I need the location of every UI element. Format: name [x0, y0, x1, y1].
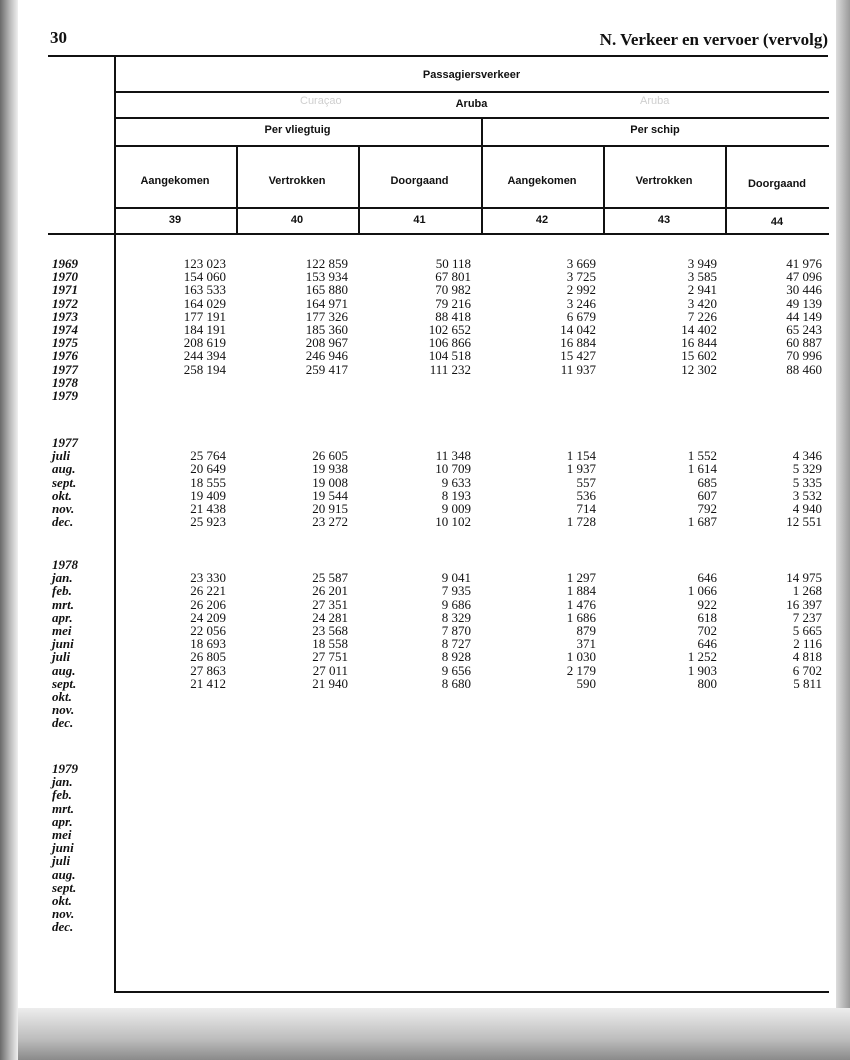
table-cell: 9 633 — [441, 474, 471, 490]
row-label: 1974 — [52, 321, 78, 337]
table-cell: 2 116 — [793, 636, 822, 652]
table-cell: 30 446 — [786, 282, 822, 298]
table-cell: 792 — [697, 500, 717, 516]
table-cell: 9 686 — [441, 596, 471, 612]
data-column-1 — [190, 558, 226, 690]
table-cell: 41 976 — [786, 256, 822, 271]
table-cell: 47 096 — [786, 269, 822, 285]
table-cell: 22 056 — [190, 622, 226, 638]
table-cell: 1 614 — [687, 461, 717, 477]
data-column-5 — [688, 558, 717, 690]
table-cell: 23 568 — [312, 622, 348, 638]
table-cell: 10 709 — [435, 461, 471, 477]
table-cell: 104 518 — [428, 348, 471, 364]
table-cell: 8 193 — [441, 487, 471, 503]
table-cell: 49 139 — [786, 295, 822, 311]
table-cell: 165 880 — [305, 282, 348, 298]
table-cell: 164 971 — [305, 295, 348, 311]
row-label: feb. — [52, 583, 72, 599]
row-label: 1973 — [52, 308, 78, 324]
header-rule — [114, 117, 829, 119]
table-bottom-rule — [114, 991, 829, 993]
table-cell: 646 — [697, 636, 717, 652]
table-cell: 24 281 — [312, 609, 348, 625]
table-cell: 164 029 — [183, 295, 226, 311]
row-label: juni — [52, 636, 74, 652]
row-label: juli — [52, 649, 71, 665]
table-cell: 16 844 — [681, 335, 717, 351]
table-cell: 208 967 — [305, 335, 348, 351]
table-cell: 7 237 — [792, 609, 822, 625]
table-cell: 4 940 — [792, 500, 822, 516]
row-label: dec. — [52, 514, 74, 530]
table-cell: 177 191 — [183, 308, 226, 324]
table-cell: 25 587 — [312, 570, 348, 586]
row-label: 1979 — [52, 387, 78, 403]
data-column-3 — [429, 257, 471, 376]
table-cell: 2 992 — [566, 282, 596, 298]
table-cell: 25 764 — [190, 448, 226, 464]
table-cell: 557 — [576, 474, 596, 490]
table-cell: 9 656 — [441, 662, 471, 678]
table-cell: 590 — [576, 675, 596, 691]
table-cell: 185 360 — [305, 321, 348, 337]
table-cell: 2 179 — [566, 662, 596, 678]
table-cell: 1 937 — [566, 461, 596, 477]
table-cell: 646 — [697, 570, 717, 586]
page-binding-shadow — [0, 0, 18, 1060]
table-cell: 20 649 — [190, 461, 226, 477]
row-label: sept. — [52, 879, 77, 895]
row-label: 1970 — [52, 269, 78, 285]
table-cell: 163 533 — [183, 282, 226, 298]
column-header: Doorgaand — [390, 175, 449, 187]
table-cell: 14 975 — [786, 570, 822, 586]
table-cell: 111 232 — [429, 361, 471, 377]
table-cell: 123 023 — [183, 256, 226, 271]
table-cell: 27 351 — [312, 596, 348, 612]
table-cell: 8 680 — [441, 675, 471, 691]
header-rule — [48, 233, 829, 235]
row-label: apr. — [52, 813, 73, 829]
table-cell: 184 191 — [183, 321, 226, 337]
row-label: 1975 — [52, 335, 78, 351]
table-cell: 6 679 — [566, 308, 596, 324]
table-cell: 177 326 — [305, 308, 348, 324]
column-number: 42 — [535, 214, 549, 226]
table-cell: 26 221 — [190, 583, 226, 599]
page-right-edge — [836, 0, 850, 1060]
row-label: juni — [52, 840, 74, 856]
table-cell: 122 859 — [305, 256, 348, 271]
table-cell: 5 665 — [792, 622, 822, 638]
table-cell: 11 348 — [435, 448, 471, 464]
show-through-text: Aruba — [640, 95, 670, 107]
table-cell: 3 669 — [566, 256, 596, 271]
row-label: okt. — [52, 487, 72, 503]
row-label: nov. — [52, 702, 75, 718]
column-number: 43 — [657, 214, 671, 226]
table-cell: 26 805 — [190, 649, 226, 665]
row-label: juli — [52, 448, 71, 464]
table-cell: 153 934 — [305, 269, 348, 285]
table-cell: 70 982 — [435, 282, 471, 298]
data-column-4 — [567, 436, 596, 528]
header-passagiersverkeer: Passagiersverkeer — [422, 69, 521, 81]
table-cell: 7 870 — [441, 622, 471, 638]
column-header: Doorgaand — [747, 178, 807, 190]
row-label: dec. — [52, 715, 74, 731]
row-label: okt. — [52, 688, 72, 704]
data-column-6 — [786, 436, 822, 528]
table-cell: 800 — [697, 675, 717, 691]
table-cell: 65 243 — [786, 321, 822, 337]
table-cell: 79 216 — [435, 295, 471, 311]
column-number: 44 — [770, 216, 784, 228]
table-cell: 607 — [697, 487, 717, 503]
table-cell: 102 652 — [428, 321, 471, 337]
data-column-2 — [312, 558, 348, 690]
row-label: mrt. — [52, 800, 75, 816]
header-rule — [114, 145, 829, 147]
page-bottom-edge — [18, 1008, 850, 1060]
row-label: 1969 — [52, 256, 78, 271]
row-label: apr. — [52, 609, 73, 625]
table-cell: 88 418 — [435, 308, 471, 324]
table-cell: 922 — [697, 596, 717, 612]
table-cell: 702 — [697, 622, 717, 638]
data-column-3 — [435, 436, 471, 528]
table-cell: 19 938 — [312, 461, 348, 477]
data-column-6 — [786, 558, 822, 690]
data-column-1 — [190, 436, 226, 528]
table-cell: 15 602 — [681, 348, 717, 364]
table-cell: 26 206 — [190, 596, 226, 612]
table-cell: 24 209 — [190, 609, 226, 625]
column-number: 40 — [290, 214, 304, 226]
table-cell: 27 863 — [190, 662, 226, 678]
table-cell: 154 060 — [183, 269, 226, 285]
table-cell: 19 544 — [312, 487, 348, 503]
data-column-1 — [184, 257, 226, 376]
table-cell: 10 102 — [435, 514, 471, 530]
column-header: Vertrokken — [268, 175, 326, 187]
table-cell: 21 412 — [190, 675, 226, 691]
header-island: Aruba — [455, 98, 488, 110]
row-label: nov. — [52, 500, 75, 516]
table-cell: 1 066 — [687, 583, 717, 599]
table-cell: 18 693 — [190, 636, 226, 652]
table-cell: 1 297 — [566, 570, 596, 586]
table-cell: 5 329 — [792, 461, 822, 477]
row-labels — [52, 257, 78, 402]
row-label: 1972 — [52, 295, 78, 311]
table-cell: 19 409 — [190, 487, 226, 503]
row-label: juli — [52, 853, 71, 869]
table-cell: 7 226 — [687, 308, 717, 324]
table-cell: 685 — [697, 474, 717, 490]
row-label: 1976 — [52, 348, 78, 364]
table-cell: 879 — [576, 622, 596, 638]
table-cell: 536 — [576, 487, 596, 503]
table-cell: 259 417 — [305, 361, 348, 377]
table-cell: 14 402 — [681, 321, 717, 337]
table-cell: 5 811 — [793, 675, 822, 691]
table-cell: 70 996 — [786, 348, 822, 364]
table-cell: 3 949 — [687, 256, 717, 271]
show-through-text: Curaçao — [300, 95, 342, 107]
column-number: 39 — [168, 214, 182, 226]
table-cell: 18 555 — [190, 474, 226, 490]
row-labels — [52, 558, 78, 729]
table-cell: 618 — [697, 609, 717, 625]
column-header: Aangekomen — [140, 175, 210, 187]
row-label: 1977 — [52, 435, 78, 450]
table-cell: 20 915 — [312, 500, 348, 516]
header-per-schip: Per schip — [630, 124, 680, 136]
row-label: jan. — [52, 570, 73, 586]
data-column-5 — [681, 257, 717, 376]
table-cell: 106 866 — [428, 335, 471, 351]
table-cell: 14 042 — [560, 321, 596, 337]
table-cell: 208 619 — [183, 335, 226, 351]
table-cell: 23 330 — [190, 570, 226, 586]
row-labels — [52, 762, 78, 933]
table-cell: 50 118 — [435, 256, 471, 271]
table-cell: 26 605 — [312, 448, 348, 464]
row-label: feb. — [52, 787, 72, 803]
table-cell: 258 194 — [183, 361, 226, 377]
data-column-4 — [560, 257, 596, 376]
row-labels — [52, 436, 78, 528]
table-cell: 11 937 — [560, 361, 596, 377]
table-cell: 21 438 — [190, 500, 226, 516]
table-cell: 27 011 — [312, 662, 348, 678]
row-label: 1978 — [52, 557, 78, 572]
row-label: 1977 — [52, 361, 78, 377]
data-column-4 — [567, 558, 596, 690]
table-top-rule — [48, 55, 828, 57]
table-cell: 8 727 — [441, 636, 471, 652]
table-cell: 12 551 — [786, 514, 822, 530]
table-cell: 27 751 — [312, 649, 348, 665]
row-label: aug. — [52, 461, 76, 477]
table-cell: 67 801 — [435, 269, 471, 285]
data-column-3 — [442, 558, 471, 690]
table-cell: 1 252 — [687, 649, 717, 665]
table-cell: 26 201 — [312, 583, 348, 599]
row-label: dec. — [52, 919, 74, 935]
table-cell: 1 552 — [687, 448, 717, 464]
row-label: jan. — [52, 774, 73, 790]
table-cell: 3 725 — [566, 269, 596, 285]
table-cell: 21 940 — [312, 675, 348, 691]
data-column-2 — [306, 257, 348, 376]
table-cell: 5 335 — [792, 474, 822, 490]
column-header: Aangekomen — [507, 175, 577, 187]
table-cell: 18 558 — [312, 636, 348, 652]
table-cell: 1 903 — [687, 662, 717, 678]
row-label: sept. — [52, 675, 77, 691]
table-cell: 16 397 — [786, 596, 822, 612]
page-number: 30 — [50, 28, 67, 47]
table-cell: 3 532 — [792, 487, 822, 503]
table-cell: 246 946 — [305, 348, 348, 364]
header-rule — [114, 91, 829, 93]
table-cell: 8 329 — [441, 609, 471, 625]
data-column-6 — [786, 257, 822, 376]
column-header: Vertrokken — [635, 175, 693, 187]
table-cell: 1 154 — [566, 448, 596, 464]
table-cell: 44 149 — [786, 308, 822, 324]
row-label: 1979 — [52, 761, 78, 776]
table-cell: 1 884 — [566, 583, 596, 599]
column-number: 41 — [413, 214, 426, 226]
table-cell: 3 585 — [687, 269, 717, 285]
row-label: 1971 — [52, 282, 78, 298]
row-label: 1978 — [52, 374, 78, 390]
table-cell: 4 346 — [792, 448, 822, 464]
data-column-2 — [312, 436, 348, 528]
table-cell: 9 009 — [441, 500, 471, 516]
row-label: mei — [52, 826, 72, 842]
table-cell: 1 687 — [687, 514, 717, 530]
header-rule — [114, 207, 829, 209]
row-label: nov. — [52, 906, 75, 922]
section-title: N. Verkeer en vervoer (vervolg) — [599, 30, 828, 49]
label-column-divider — [114, 55, 116, 992]
table-cell: 15 427 — [560, 348, 596, 364]
row-label: mei — [52, 622, 72, 638]
table-cell: 4 818 — [792, 649, 822, 665]
table-cell: 12 302 — [681, 361, 717, 377]
table-cell: 19 008 — [312, 474, 348, 490]
row-label: mrt. — [52, 596, 75, 612]
table-cell: 371 — [576, 636, 596, 652]
row-label: aug. — [52, 866, 76, 882]
header-per-vliegtuig: Per vliegtuig — [264, 124, 331, 136]
table-cell: 16 884 — [560, 335, 596, 351]
table-cell: 88 460 — [786, 361, 822, 377]
table-cell: 9 041 — [441, 570, 471, 586]
table-cell: 1 030 — [566, 649, 596, 665]
table-cell: 714 — [576, 500, 596, 516]
table-cell: 60 887 — [786, 335, 822, 351]
row-label: sept. — [52, 474, 77, 490]
table-cell: 2 941 — [687, 282, 717, 298]
table-cell: 3 246 — [566, 295, 596, 311]
table-cell: 1 476 — [566, 596, 596, 612]
table-cell: 8 928 — [441, 649, 471, 665]
data-column-5 — [688, 436, 717, 528]
table-cell: 1 728 — [566, 514, 596, 530]
table-cell: 23 272 — [312, 514, 348, 530]
row-label: aug. — [52, 662, 76, 678]
table-cell: 244 394 — [183, 348, 226, 364]
table-cell: 1 686 — [566, 609, 596, 625]
table-cell: 6 702 — [792, 662, 822, 678]
row-label: okt. — [52, 892, 72, 908]
table-cell: 25 923 — [190, 514, 226, 530]
table-cell: 7 935 — [441, 583, 471, 599]
table-cell: 1 268 — [792, 583, 822, 599]
table-cell: 3 420 — [687, 295, 717, 311]
